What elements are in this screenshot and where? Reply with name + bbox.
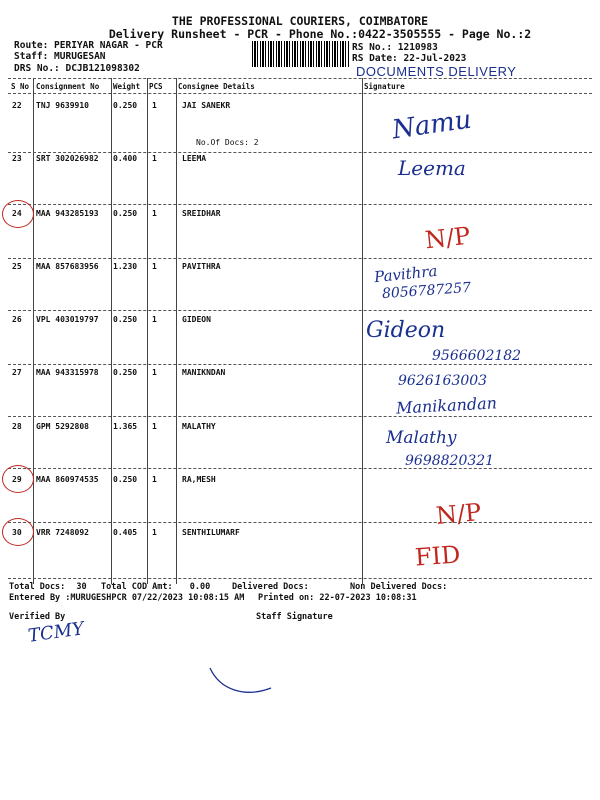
row-sno: 23 <box>12 154 22 163</box>
col-header-pcs: PCS <box>149 82 163 91</box>
staff-label: Staff: MURUGESAN <box>14 51 106 62</box>
col-divider <box>147 78 148 584</box>
row-separator <box>8 416 592 417</box>
total-cod-value: 0.00 <box>189 582 211 592</box>
row-sno: 25 <box>12 262 22 271</box>
red-circle-mark <box>2 465 34 493</box>
col-header-consignee: Consignee Details <box>178 82 255 91</box>
route-label: Route: PERIYAR NAGAR - PCR <box>14 40 163 51</box>
col-header-weight: Weight <box>113 82 141 91</box>
verified-by-label: Verified By <box>9 612 66 622</box>
row-weight: 0.250 <box>113 315 138 324</box>
col-divider <box>176 78 177 584</box>
row-pcs: 1 <box>152 528 157 537</box>
row-pcs: 1 <box>152 101 157 110</box>
signature-row-27: Manikandan <box>395 393 498 418</box>
col-divider <box>362 78 363 584</box>
signature-row-23: Leema <box>398 156 466 180</box>
documents-delivery-stamp: DOCUMENTS DELIVERY <box>356 64 517 79</box>
row-consignee: SENTHILUMARF <box>182 528 240 537</box>
row-pcs: 1 <box>152 154 157 163</box>
total-cod-label: Total COD Amt: <box>101 582 173 592</box>
row-pcs: 1 <box>152 209 157 218</box>
signature-row-22: Namu <box>390 104 474 146</box>
barcode-icon <box>252 41 350 67</box>
total-docs <box>9 582 87 592</box>
row-consignment: VRR 7248092 <box>36 528 89 537</box>
phone-row-25: 8056787257 <box>381 279 472 303</box>
signature-row-28: Malathy <box>386 428 457 448</box>
red-circle-mark <box>2 518 34 546</box>
row-pcs: 1 <box>152 262 157 271</box>
row-sno: 26 <box>12 315 22 324</box>
row-weight: 0.250 <box>113 475 138 484</box>
row-consignee: JAI SANEKR <box>182 101 231 110</box>
row-separator <box>8 364 592 365</box>
row-weight: 1.230 <box>113 262 138 271</box>
row-separator <box>8 522 592 523</box>
row-separator <box>8 204 592 205</box>
row-weight: 0.250 <box>113 101 138 110</box>
row-separator <box>8 152 592 153</box>
col-divider <box>111 78 112 584</box>
fid-mark-row-30: FID <box>414 540 462 572</box>
pen-stroke-mark <box>205 660 275 700</box>
company-title: THE PROFESSIONAL COURIERS, COIMBATORE <box>171 14 429 28</box>
row-sno: 27 <box>12 368 22 377</box>
table-header-rule <box>8 93 592 94</box>
row-weight: 1.365 <box>113 422 138 431</box>
non-delivered-docs-label: Non Delivered Docs: <box>350 582 448 592</box>
signature-row-26: Gideon <box>366 318 446 343</box>
row-consignee: MALATHY <box>182 422 216 431</box>
row-consignee: MANIKNDAN <box>182 368 226 377</box>
total-docs-label: Total Docs: <box>9 582 66 592</box>
staff-signature-label: Staff Signature <box>256 612 333 622</box>
np-mark-row-29: N/P <box>434 498 483 530</box>
printed-on: Printed on: 22-07-2023 10:08:31 <box>258 593 417 603</box>
rs-date: RS Date: 22-Jul-2023 <box>352 53 467 64</box>
np-mark-row-24: N/P <box>423 221 472 255</box>
phone-row-26: 9566602182 <box>432 348 522 364</box>
verified-signature: TCMY <box>26 618 86 647</box>
total-docs-value: 30 <box>76 582 87 592</box>
entered-by: Entered By :MURUGESHPCR 07/22/2023 10:08:15 AM <box>9 593 245 603</box>
col-divider <box>33 78 34 584</box>
row-consignment: MAA 943315978 <box>36 368 99 377</box>
col-header-signature: Signature <box>364 82 405 91</box>
row-pcs: 1 <box>152 315 157 324</box>
row-consignee: GIDEON <box>182 315 211 324</box>
row-separator <box>8 258 592 259</box>
row-consignee: RA,MESH <box>182 475 216 484</box>
total-cod <box>101 582 210 592</box>
phone-row-28: 9698820321 <box>405 453 495 469</box>
runsheet-title: Delivery Runsheet - PCR - Phone No.:0422-3505555 - Page No.:2 <box>108 27 532 41</box>
col-header-sno: S No <box>11 82 30 91</box>
table-bottom-rule <box>8 578 592 579</box>
row-separator <box>8 468 592 469</box>
row-weight: 0.400 <box>113 154 138 163</box>
row-weight: 0.250 <box>113 368 138 377</box>
row-sno: 29 <box>12 475 22 484</box>
row-consignment: MAA 860974535 <box>36 475 99 484</box>
col-header-consignment: Consignment No <box>36 82 100 91</box>
phone-row-27: 9626163003 <box>398 373 488 389</box>
row-weight: 0.405 <box>113 528 138 537</box>
row-sno: 28 <box>12 422 22 431</box>
row-consignment: TNJ 9639910 <box>36 101 89 110</box>
row-sno: 30 <box>12 528 22 537</box>
rs-number: RS No.: 1210983 <box>352 42 438 53</box>
row-consignee: LEEMA <box>182 154 207 163</box>
row-sno: 24 <box>12 209 22 218</box>
row-consignment: VPL 403019797 <box>36 315 99 324</box>
row-consignee: PAVITHRA <box>182 262 221 271</box>
signature-row-25: Pavithra <box>373 261 439 287</box>
row-weight: 0.250 <box>113 209 138 218</box>
row-consignment: MAA 857683956 <box>36 262 99 271</box>
row-consignment: SRT 302026982 <box>36 154 99 163</box>
table-top-rule <box>8 78 592 79</box>
row-separator <box>8 310 592 311</box>
row-pcs: 1 <box>152 368 157 377</box>
row-pcs: 1 <box>152 422 157 431</box>
row-pcs: 1 <box>152 475 157 484</box>
row-consignment: GPM 5292808 <box>36 422 89 431</box>
row-sno: 22 <box>12 101 22 110</box>
delivered-docs-label: Delivered Docs: <box>232 582 309 592</box>
row-doc-count: No.Of Docs: 2 <box>196 138 259 147</box>
row-consignee: SREIDHAR <box>182 209 221 218</box>
red-circle-mark <box>2 200 34 228</box>
drs-number: DRS No.: DCJB121098302 <box>14 63 140 74</box>
row-consignment: MAA 943285193 <box>36 209 99 218</box>
